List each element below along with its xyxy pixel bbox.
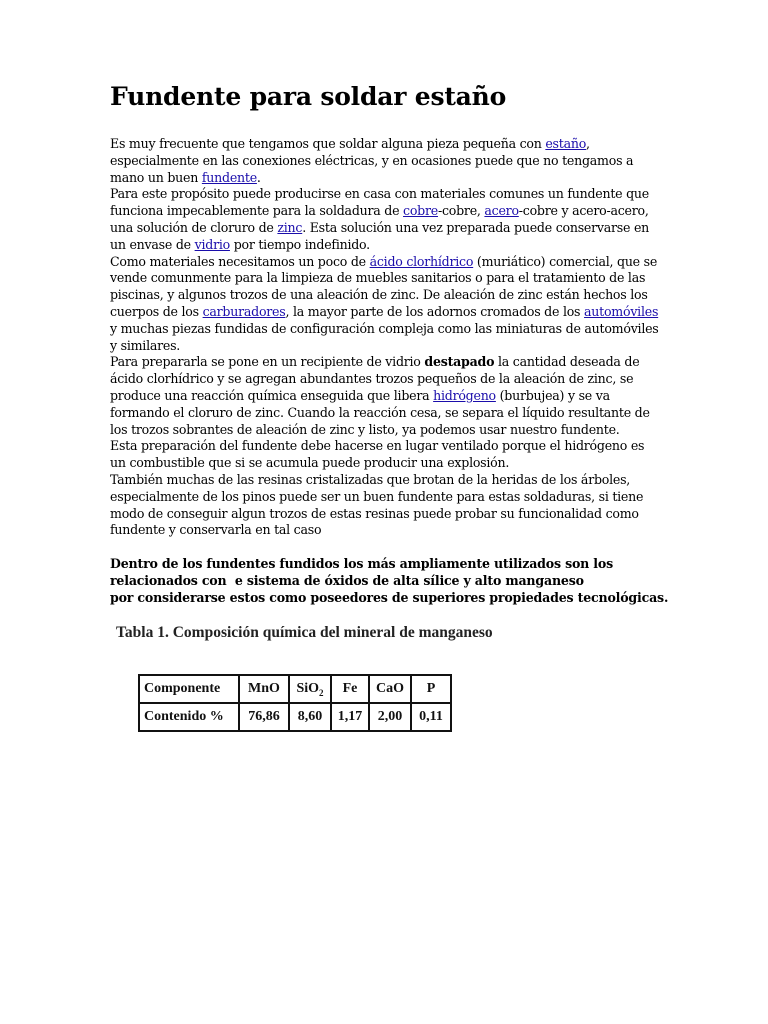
paragraph-4	[110, 354, 660, 438]
link-cobre[interactable]: cobre	[403, 203, 438, 219]
paragraph-5: Esta preparación del fundente debe hacerse en lugar ventilado porque el hidrógeno es un combustible que si se acumula puede producir una explosión.	[110, 438, 645, 471]
bold-paragraph	[110, 555, 670, 606]
sio2-base: SiO	[296, 680, 320, 696]
bold-line: Dentro de los fundentes fundidos los más ampliamente utilizados son los	[110, 556, 613, 571]
bold-line: relacionados con e sistema de óxidos de alta sílice y alto manganeso	[110, 573, 584, 588]
table-cell: Componente	[139, 675, 239, 703]
text-span: (burbujea) y se va formando el cloruro de zinc. Cuando la reacción cesa, se separa el líquido resultante de los trozos sobrantes de aleación de zinc y listo, ya podemos usar nuestro fundente.	[110, 387, 650, 437]
bold-line: por considerarse estos como poseedores de superiores propiedades tecnológicas.	[110, 590, 669, 605]
text-span: -cobre y acero-acero, una solución de cloruro de	[110, 203, 649, 235]
table-cell: 8,60	[289, 703, 331, 731]
composition-table	[138, 674, 452, 732]
paragraph-6: También muchas de las resinas cristalizadas que brotan de la heridas de los árboles, especialmente de los pinos puede ser un buen fundente para estas soldaduras, si tiene modo de conseguir algun trozos de estas resinas puede probar su funcionalidad como fundente y conservarla en tal caso	[110, 471, 644, 538]
table-cell	[289, 675, 331, 703]
table-caption: Tabla 1. Composición química del mineral de manganeso	[116, 624, 493, 641]
table-cell: 0,11	[411, 703, 451, 731]
table-cell: MnO	[239, 675, 289, 703]
link-zinc[interactable]: zinc	[277, 219, 303, 235]
link-carburadores[interactable]: carburadores	[202, 303, 286, 319]
paragraph-3	[110, 254, 660, 355]
paragraph-1	[110, 136, 660, 186]
text-span: Para prepararla se pone en un recipiente de vidrio	[110, 354, 425, 370]
text-span: Es muy frecuente que tengamos que soldar alguna pieza pequeña con	[110, 136, 546, 151]
link-hidrogeno[interactable]: hidrógeno	[433, 387, 496, 403]
link-acido-clorhidrico[interactable]: ácido clorhídrico	[369, 253, 474, 269]
sio2-subscript: 2	[319, 687, 324, 698]
table-header-row	[139, 675, 451, 703]
table-cell: 76,86	[239, 703, 289, 731]
link-automoviles[interactable]: automóviles	[584, 303, 659, 319]
composition-table-wrap	[138, 674, 452, 732]
link-vidrio[interactable]: vidrio	[194, 236, 230, 252]
table-cell: P	[411, 675, 451, 703]
text-span: -cobre,	[437, 203, 485, 219]
link-acero[interactable]: acero	[484, 203, 519, 219]
table-cell: Contenido %	[139, 703, 239, 731]
table-row	[139, 703, 451, 731]
text-span: por tiempo indefinido.	[229, 236, 370, 252]
paragraph-2	[110, 186, 660, 253]
link-estano[interactable]: estaño	[545, 136, 587, 151]
text-span: Para este propósito puede producirse en casa con materiales comunes un fundente que funciona impecablemente para la soldadura de	[110, 186, 649, 219]
text-span: y muchas piezas fundidas de configuración compleja como las miniaturas de automóviles y similares.	[110, 320, 659, 353]
table-cell: 2,00	[369, 703, 411, 731]
table-cell: CaO	[369, 675, 411, 703]
text-span: Como materiales necesitamos un poco de	[110, 253, 370, 269]
body-text	[110, 136, 660, 539]
link-fundente[interactable]: fundente	[201, 169, 257, 185]
text-span: .	[256, 169, 261, 185]
text-span: , la mayor parte de los adornos cromados de los	[285, 303, 585, 319]
table-cell: 1,17	[331, 703, 369, 731]
text-span: la cantidad deseada de ácido clorhídrico y se agregan abundantes trozos pequeños de la aleación de zinc, se produce una reacción química enseguida que libera	[110, 354, 640, 403]
text-span: (muriático) comercial, que se vende comunmente para la limpieza de muebles sanitarios o para el tratamiento de las piscinas, y algunos trozos de una aleación de zinc. De aleación de zinc están hechos los cuerpos de los	[110, 253, 658, 319]
text-span: . Esta solución una vez preparada puede conservarse en un envase de	[110, 219, 650, 252]
page-title: Fundente para soldar estaño	[110, 82, 507, 111]
text-span: , especialmente en las conexiones eléctricas, y en ocasiones puede que no tengamos a mano un buen	[110, 136, 634, 185]
table-cell: Fe	[331, 675, 369, 703]
bold-word: destapado	[424, 354, 495, 370]
